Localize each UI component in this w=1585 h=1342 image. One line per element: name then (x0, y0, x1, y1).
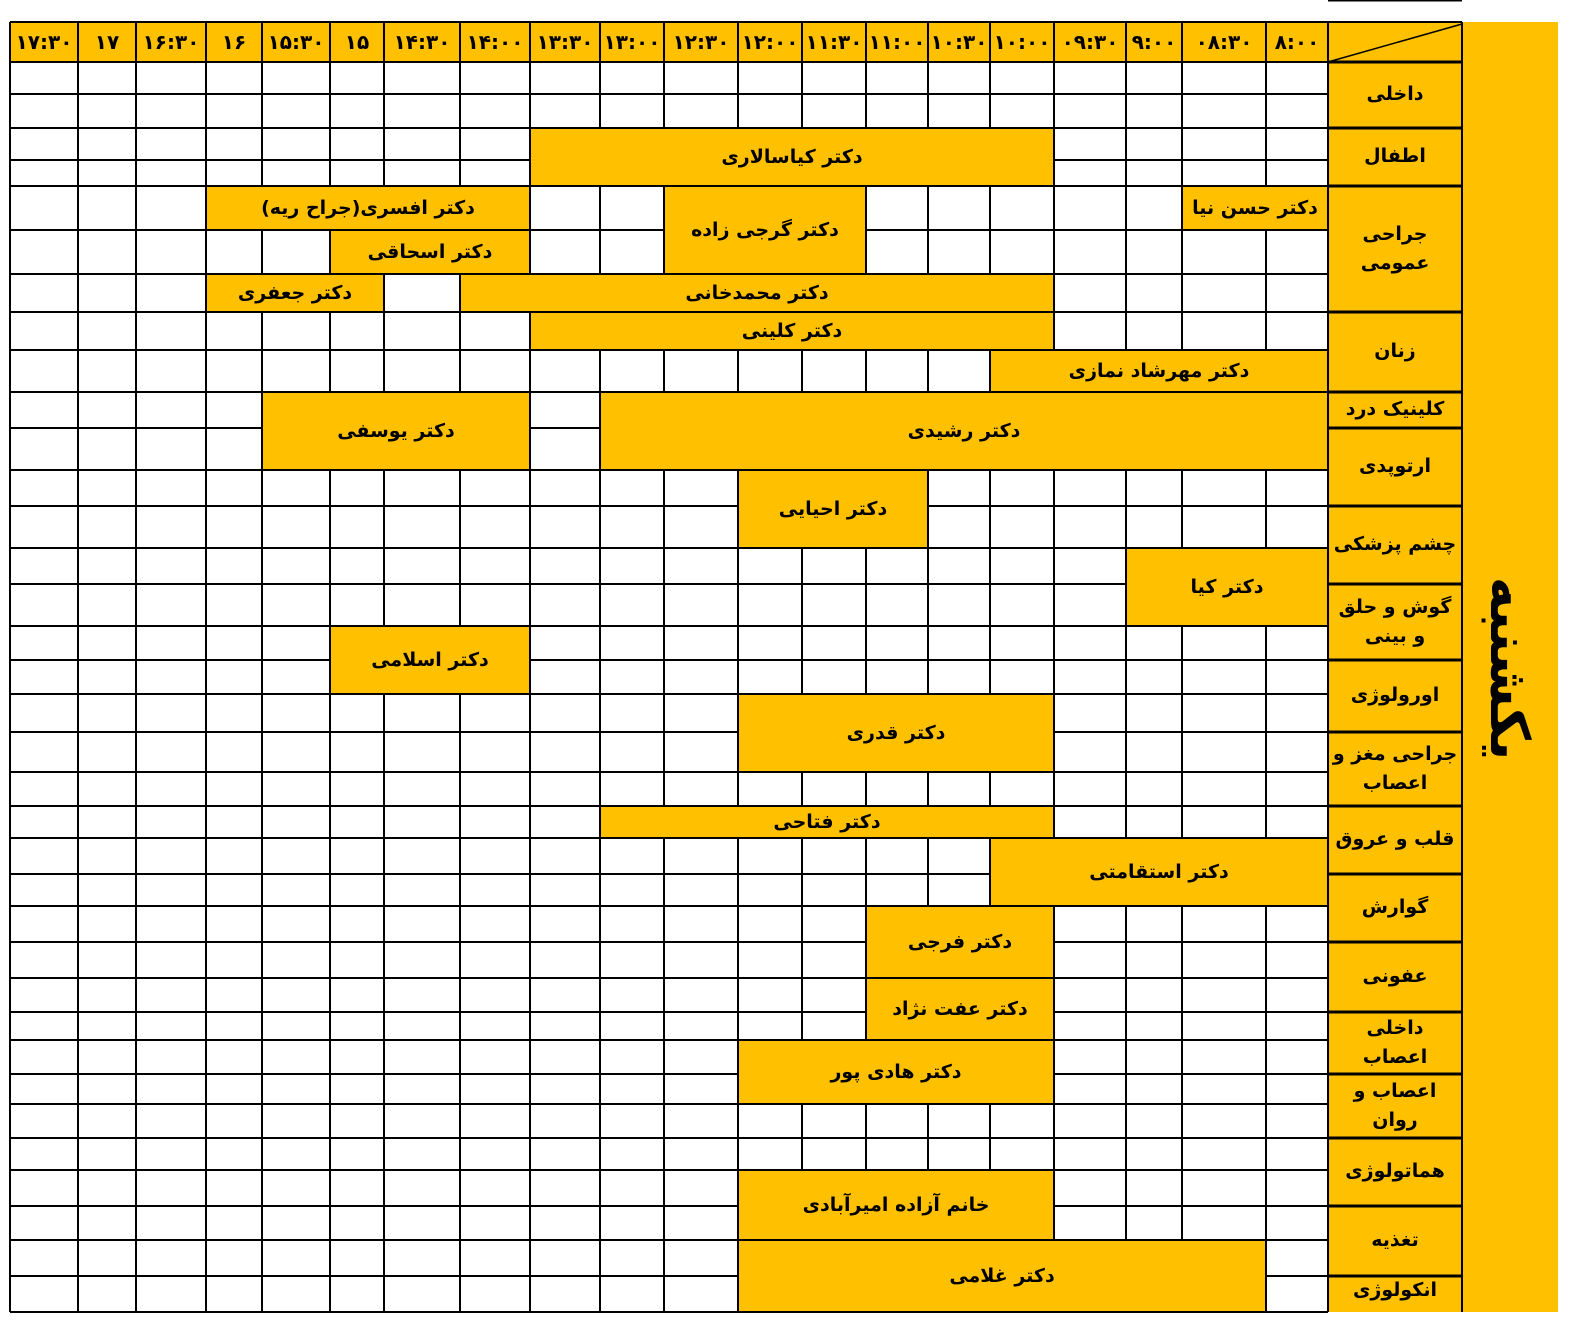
appointment-block: دکتر محمدخانی (459, 273, 1055, 313)
appointment-block: دکتر استقامتی (989, 837, 1329, 907)
day-label: یکشنبه (1478, 576, 1542, 760)
appointment-block: دکتر غلامی (737, 1239, 1267, 1313)
appointment-block: دکتر اسلامی (329, 625, 531, 695)
time-header: ۱۴:۰۰ (466, 30, 524, 54)
time-header: ۱۳:۰۰ (603, 30, 661, 54)
department-label: انکولوژی (1353, 1279, 1438, 1301)
appointment-block: دکتر اسحاقی (329, 229, 531, 275)
time-header: ۱۷:۳۰ (15, 30, 73, 54)
time-header: ۱۴:۳۰ (393, 30, 451, 54)
department-label: چشم پزشکی (1333, 533, 1457, 556)
time-header: ۱۷ (94, 30, 120, 54)
time-header: ۱۲:۰۰ (741, 30, 799, 54)
department-label: عفونی (1362, 965, 1428, 988)
time-header: ۸:۰۰ (1274, 30, 1320, 54)
appointment-block: دکتر یوسفی (261, 391, 531, 471)
time-header: ۱۰:۰۰ (993, 30, 1051, 54)
time-header: ۱۶:۳۰ (142, 30, 200, 54)
appointment-block: دکتر کیاسالاری (529, 127, 1055, 187)
department-label: داخلی (1366, 83, 1424, 106)
appointment-block: دکتر کلینی (529, 311, 1055, 351)
appointment-block: دکتر کیا (1125, 547, 1329, 627)
department-label: داخلی اعصاب (1362, 1016, 1428, 1068)
time-header: ۱۲:۳۰ (672, 30, 730, 54)
department-label: اعصاب و روان (1353, 1079, 1437, 1131)
time-header: ۱۳:۳۰ (536, 30, 594, 54)
appointment-block: دکتر فرجی (865, 905, 1055, 979)
time-header: ۱۶ (221, 30, 247, 54)
department-label: زنان (1374, 340, 1416, 363)
appointment-block: دکتر افسری(جراح ریه) (205, 185, 531, 231)
department-label: اطفال (1364, 145, 1426, 168)
appointment-block: دکتر عفت نژاد (865, 977, 1055, 1041)
appointment-block: دکتر مهرشاد نمازی (989, 349, 1329, 393)
appointment-block: خانم آزاده امیرآبادی (737, 1169, 1055, 1241)
appointment-block: دکتر قدری (737, 693, 1055, 773)
department-label: هماتولوژی (1345, 1160, 1445, 1183)
appointment-block: دکتر جعفری (205, 273, 385, 313)
day-label-band (1462, 22, 1558, 1314)
appointment-block: دکتر احیایی (737, 469, 929, 549)
time-header: ۱۰:۳۰ (930, 30, 988, 54)
department-label: اورولوژی (1350, 684, 1440, 707)
time-header: ۱۵:۳۰ (267, 30, 325, 54)
appointment-block: دکتر رشیدی (599, 391, 1329, 471)
department-label: کلینیک درد (1345, 398, 1445, 421)
time-header: ۱۵ (344, 30, 370, 54)
department-label: قلب و عروق (1335, 828, 1455, 851)
department-label: جراحی مغز و اعصاب (1332, 742, 1458, 794)
time-header: ۰۸:۳۰ (1195, 30, 1253, 54)
appointment-block: دکتر فتاحی (599, 805, 1055, 839)
appointment-block: دکتر هادی پور (737, 1039, 1055, 1105)
department-label: گوارش (1361, 896, 1429, 919)
department-label: تغذیه (1371, 1229, 1419, 1252)
time-header: ۹:۰۰ (1131, 30, 1177, 54)
time-header: ۰۹:۳۰ (1061, 30, 1119, 54)
appointment-block: دکتر گرجی زاده (663, 185, 867, 275)
appointment-block: دکتر حسن نیا (1181, 185, 1329, 231)
time-header: ۱۱:۳۰ (805, 30, 863, 54)
department-label: جراحی عمومی (1360, 222, 1430, 274)
department-label: ارتوپدی (1358, 455, 1432, 478)
time-header: ۱۱:۰۰ (868, 30, 926, 54)
department-label: گوش و حلق و بینی (1338, 595, 1452, 647)
